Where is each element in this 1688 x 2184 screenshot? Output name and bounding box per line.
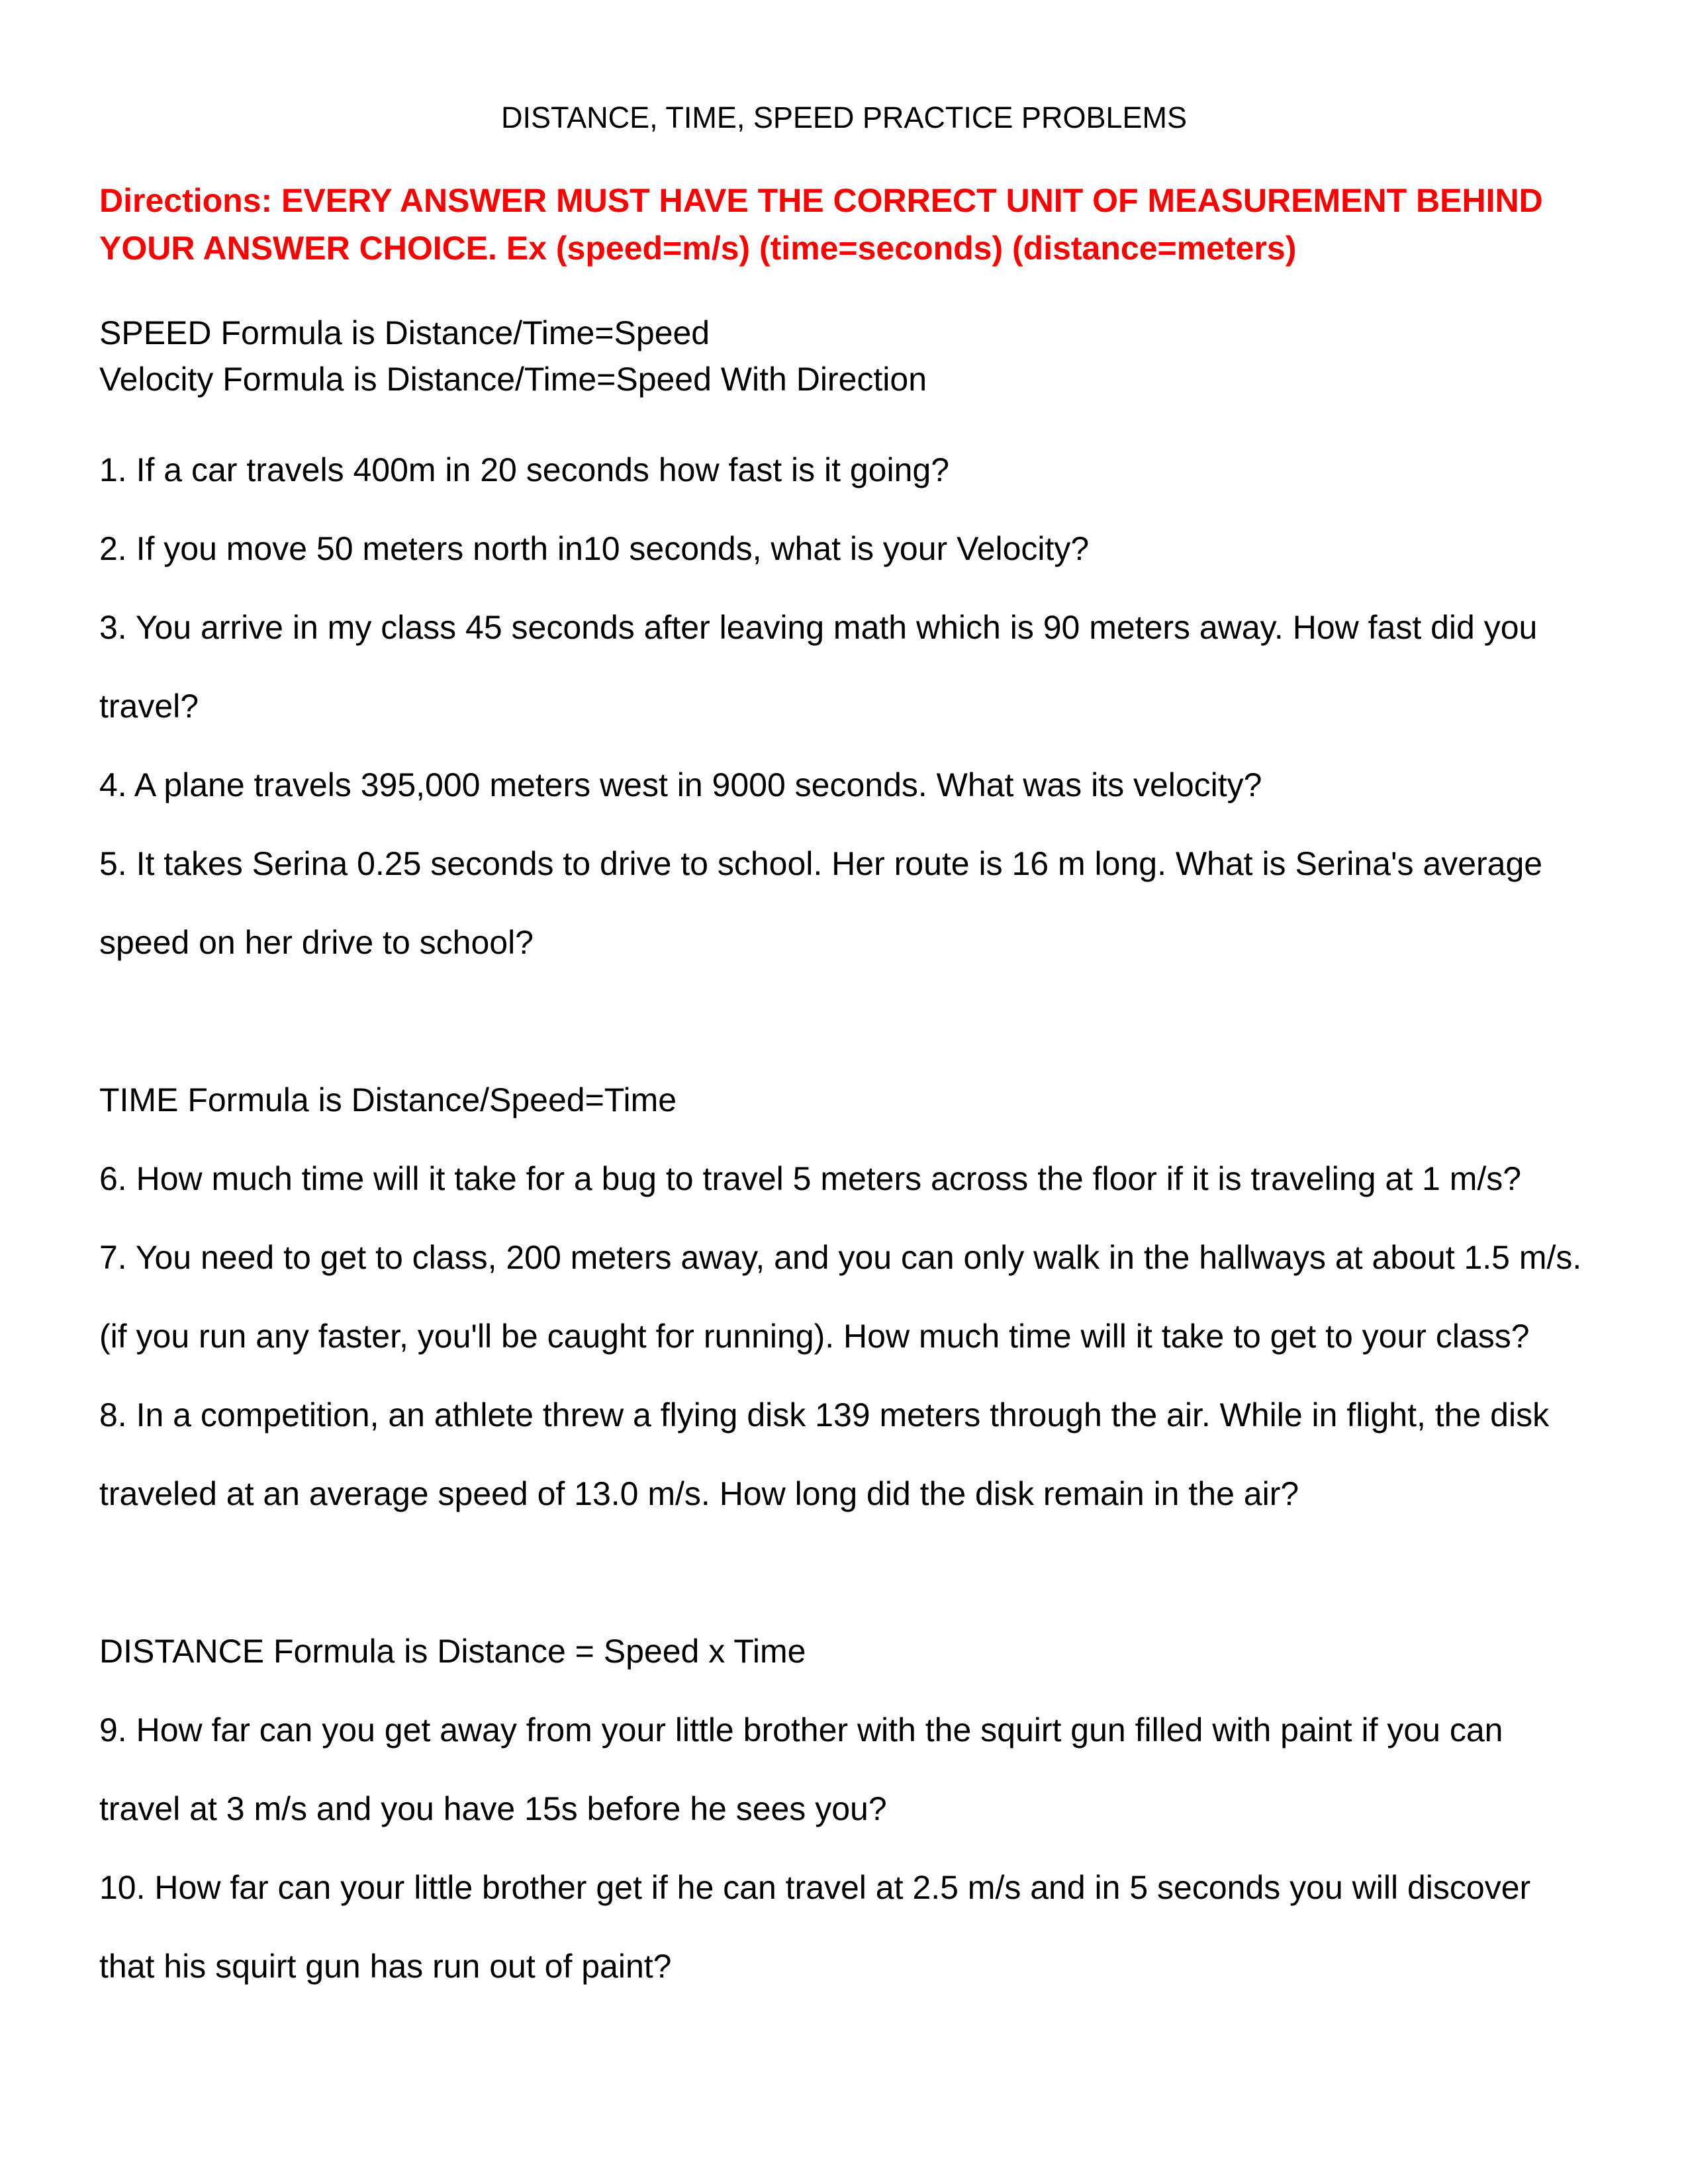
speed-formula: SPEED Formula is Distance/Time=Speed xyxy=(99,314,710,351)
question-3-line-2: travel? xyxy=(99,688,199,725)
page-title: DISTANCE, TIME, SPEED PRACTICE PROBLEMS xyxy=(500,101,1188,134)
question-5-line-2: speed on her drive to school? xyxy=(99,924,534,961)
directions-line-2: YOUR ANSWER CHOICE. Ex (speed=m/s) (time=seconds) (distance=meters) xyxy=(99,230,1297,267)
question-9-line-2: travel at 3 m/s and you have 15s before he sees you? xyxy=(99,1790,887,1827)
question-5-line-1: 5. It takes Serina 0.25 seconds to drive to school. Her route is 16 m long. What is Serina's average xyxy=(99,845,1543,882)
question-7-line-1: 7. You need to get to class, 200 meters away, and you can only walk in the hallways at about 1.5 m/s. xyxy=(99,1239,1582,1276)
question-8-line-2: traveled at an average speed of 13.0 m/s. How long did the disk remain in the air? xyxy=(99,1475,1299,1512)
question-9-line-1: 9. How far can you get away from your little brother with the squirt gun filled with paint if you can xyxy=(99,1711,1503,1749)
question-1: 1. If a car travels 400m in 20 seconds how fast is it going? xyxy=(99,451,950,488)
question-10-line-1: 10. How far can your little brother get if he can travel at 2.5 m/s and in 5 seconds you will discover xyxy=(99,1869,1531,1906)
question-6: 6. How much time will it take for a bug to travel 5 meters across the floor if it is traveling at 1 m/s? xyxy=(99,1160,1522,1197)
question-8-line-1: 8. In a competition, an athlete threw a flying disk 139 meters through the air. While in flight, the disk xyxy=(99,1396,1550,1433)
question-2: 2. If you move 50 meters north in10 seconds, what is your Velocity? xyxy=(99,530,1090,567)
distance-formula: DISTANCE Formula is Distance = Speed x Time xyxy=(99,1633,806,1670)
velocity-formula: Velocity Formula is Distance/Time=Speed With Direction xyxy=(99,361,927,398)
question-4: 4. A plane travels 395,000 meters west in 9000 seconds. What was its velocity? xyxy=(99,766,1262,803)
directions-block xyxy=(99,177,1589,272)
question-3-line-1: 3. You arrive in my class 45 seconds after leaving math which is 90 meters away. How fast did you xyxy=(99,609,1538,646)
time-formula: TIME Formula is Distance/Speed=Time xyxy=(99,1081,677,1118)
question-7-line-2: (if you run any faster, you'll be caught for running). How much time will it take to get to your class? xyxy=(99,1318,1530,1355)
directions-line-1: Directions: EVERY ANSWER MUST HAVE THE CORRECT UNIT OF MEASUREMENT BEHIND xyxy=(99,182,1543,219)
question-10-line-2: that his squirt gun has run out of paint? xyxy=(99,1948,672,1985)
